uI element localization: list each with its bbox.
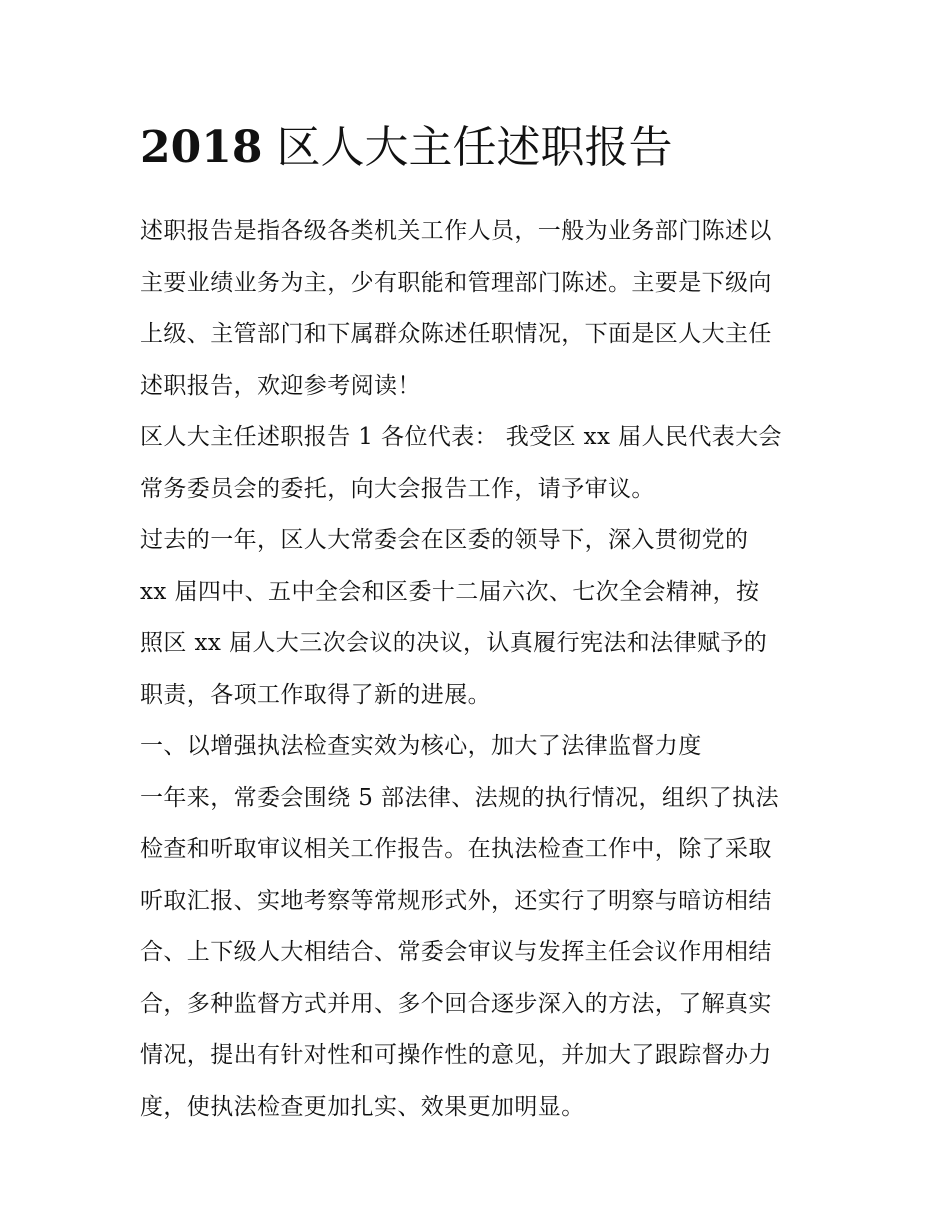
body-line-7: 过去的一年，区人大常委会在区委的领导下，深入贯彻党的 — [140, 527, 749, 553]
body-line-5: 区人大主任述职报告 1 各位代表： 我受区 xx 届人民代表大会 — [140, 424, 782, 450]
body-line-1: 述职报告是指各级各类机关工作人员，一般为业务部门陈述以 — [140, 218, 772, 244]
body-line-12: 一年来，常委会围绕 5 部法律、法规的执行情况，组织了执法 — [140, 784, 779, 811]
body-line-6: 常务委员会的委托，向大会报告工作，请予审议。 — [140, 475, 655, 502]
document-body — [140, 206, 812, 1133]
body-line-13: 检查和听取审议相关工作报告。在执法检查工作中，除了采取 — [140, 836, 772, 862]
body-line-18: 度，使执法检查更加扎实、效果更加明显。 — [140, 1093, 585, 1120]
body-line-17: 情况，提出有针对性和可操作性的意见，并加大了跟踪督办力 — [140, 1042, 772, 1068]
body-line-9: 照区 xx 届人大三次会议的决议，认真履行宪法和法律赋予的 — [140, 630, 768, 656]
title-text: 区人大主任述职报告 — [262, 122, 673, 173]
section-heading-1: 一、以增强执法检查实效为核心，加大了法律监督力度 — [140, 733, 702, 759]
body-line-16: 合，多种监督方式并用、多个回合逐步深入的方法，了解真实 — [140, 990, 772, 1017]
body-line-4: 述职报告，欢迎参考阅读！ — [140, 372, 421, 399]
body-line-14: 听取汇报、实地考察等常规形式外，还实行了明察与暗访相结 — [140, 887, 772, 914]
body-line-15: 合、上下级人大相结合、常委会审议与发挥主任会议作用相结 — [140, 939, 772, 965]
document-title — [140, 118, 812, 178]
title-year: 2018 — [140, 122, 263, 173]
body-line-2: 主要业绩业务为主，少有职能和管理部门陈述。主要是下级向 — [140, 269, 772, 296]
body-line-3: 上级、主管部门和下属群众陈述任职情况，下面是区人大主任 — [140, 321, 772, 347]
body-line-8: xx 届四中、五中全会和区委十二届六次、七次全会精神，按 — [140, 578, 760, 605]
document-content — [140, 118, 812, 1133]
body-line-10: 职责，各项工作取得了新的进展。 — [140, 681, 491, 708]
